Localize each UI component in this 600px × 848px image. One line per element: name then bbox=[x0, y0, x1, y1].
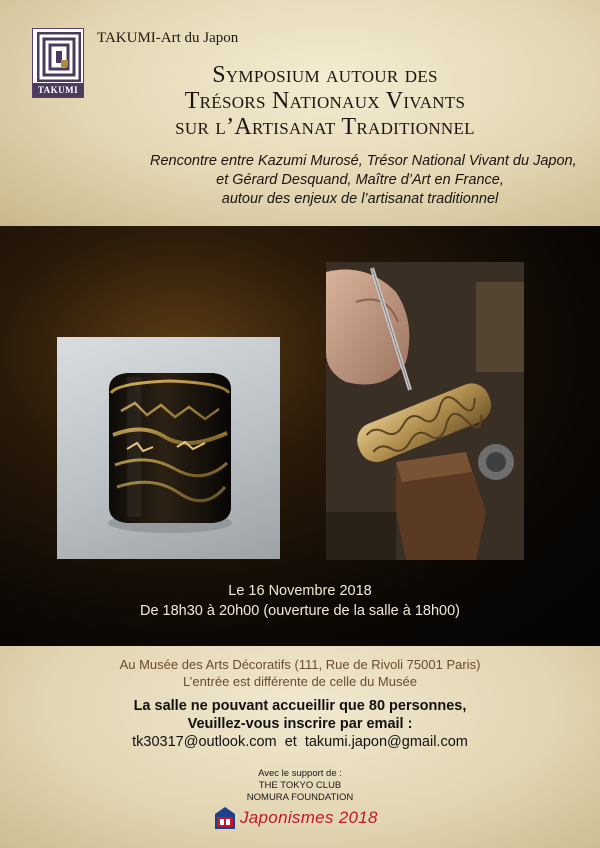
email-separator: et bbox=[284, 734, 297, 750]
support-label: Avec le support de : bbox=[258, 768, 342, 779]
event-time: De 18h30 à 20h00 (ouverture de la salle à 18h00) bbox=[139, 603, 461, 619]
brand-name: TAKUMI-Art du Japon bbox=[97, 30, 239, 46]
sponsor-tokyo-club: THE TOKYO CLUB bbox=[258, 780, 342, 791]
lacquer-box-illustration bbox=[57, 337, 280, 559]
sponsors bbox=[0, 768, 600, 804]
poster-title bbox=[90, 62, 560, 140]
subtitle-line-2: et Gérard Desquand, Maître d’Art en France, bbox=[216, 172, 504, 188]
poster-subtitle bbox=[150, 152, 577, 209]
venue-info bbox=[0, 656, 600, 690]
takumi-logo bbox=[32, 28, 84, 98]
registration-instruction: Veuillez-vous inscrire par email : bbox=[187, 716, 413, 732]
takumi-logo-word: TAKUMI bbox=[33, 83, 83, 97]
venue-address: Au Musée des Arts Décoratifs (111, Rue de Rivoli 75001 Paris) bbox=[119, 657, 481, 672]
subtitle-line-3: autour des enjeux de l’artisanat traditionnel bbox=[221, 191, 499, 207]
email-link-1[interactable]: tk30317@outlook.com bbox=[132, 734, 277, 750]
title-line-1: Symposium autour des bbox=[212, 62, 438, 88]
lacquer-box-photo bbox=[57, 337, 280, 559]
title-line-3: sur l’Artisanat Traditionnel bbox=[175, 114, 475, 140]
event-date: Le 16 Novembre 2018 bbox=[228, 583, 372, 599]
capacity-notice: La salle ne pouvant accueillir que 80 personnes, bbox=[133, 698, 467, 714]
title-line-2: Trésors Nationaux Vivants bbox=[184, 88, 466, 114]
engraving-craft-photo bbox=[326, 262, 524, 560]
event-info bbox=[0, 581, 600, 621]
takumi-logo-mark bbox=[37, 32, 81, 82]
sponsor-nomura-foundation: NOMURA FOUNDATION bbox=[246, 792, 354, 803]
venue-entrance-note: L’entrée est différente de celle du Musée bbox=[183, 674, 417, 689]
japonismes-text: Japonismes 2018 bbox=[240, 808, 378, 827]
engraving-illustration bbox=[326, 262, 524, 560]
registration-info bbox=[0, 697, 600, 751]
email-link-2[interactable]: takumi.japon@gmail.com bbox=[304, 734, 468, 750]
subtitle-line-1: Rencontre entre Kazumi Murosé, Trésor National Vivant du Japon, bbox=[150, 153, 577, 169]
registration-emails bbox=[0, 733, 600, 751]
japonismes-emblem-icon bbox=[214, 806, 236, 830]
